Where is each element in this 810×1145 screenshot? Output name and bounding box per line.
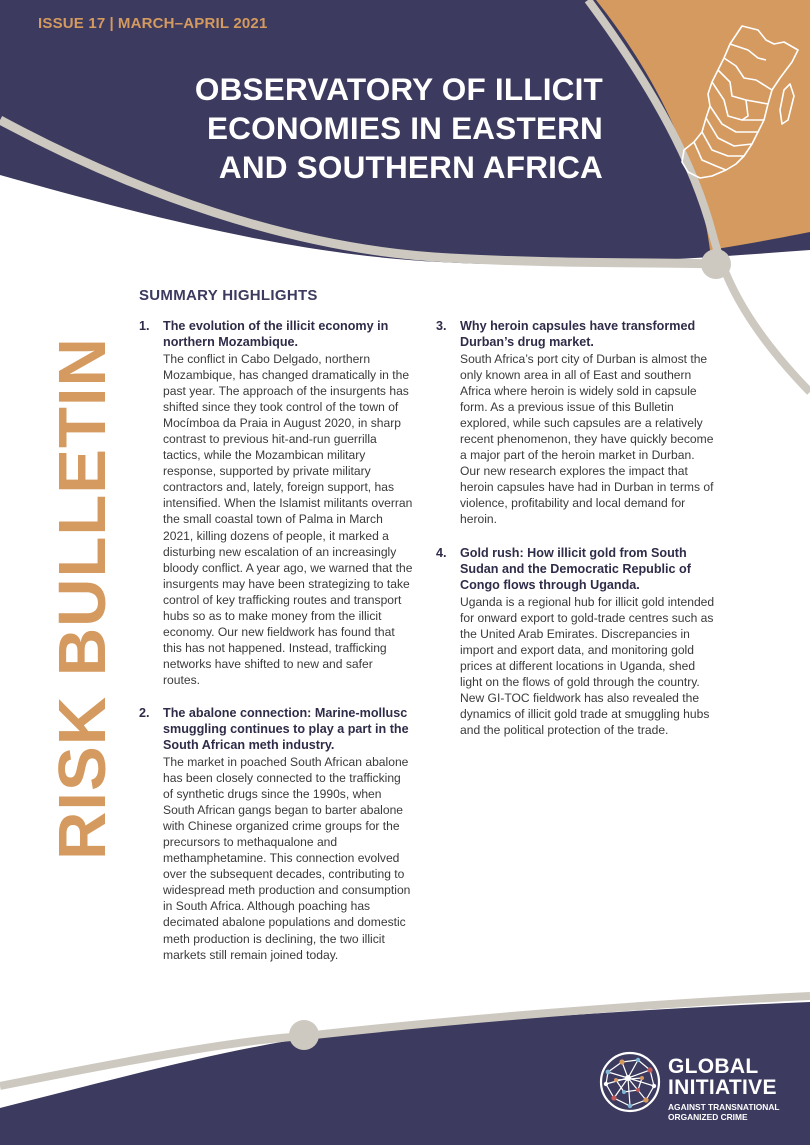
summary-column-right — [436, 318, 718, 755]
summary-item — [139, 318, 413, 688]
issue-separator: | — [109, 15, 114, 32]
item-body: Uganda is a regional hub for illicit gold intended for onward export to gold-trade centres such as the United Arab Emirates. Discrepancies in import and export data, and monitoring gold prices at different locations in Uganda, shed light on the flows of gold through the country. New GI-TOC fieldwork has also revealed the dynamics of illicit gold trade at smuggling hubs and the political protection of the trade. — [460, 594, 715, 737]
logo-text-initiative: INITIATIVE — [668, 1076, 777, 1099]
gi-toc-logo — [598, 1050, 788, 1130]
item-heading: Why heroin capsules have transformed Durban’s drug market. — [460, 319, 696, 349]
summary-column-left — [139, 318, 413, 980]
title-line-2: ECONOMIES IN EASTERN — [206, 110, 603, 146]
item-body: The market in poached South African abalone has been closely connected to the trafficking of synthetic drugs since the 1990s, when South African gangs began to barter abalone with Chinese organized crime groups for the precursors to methaqualone and methamphetamine. This connection evolved over the subsequent decades, contributing to widespread meth production and consumption in South Africa. Although poaching has decimated abalone populations and domestic meth production is declining, the two illicit markets still remain joined today. — [163, 754, 411, 962]
globe-network-icon — [598, 1050, 662, 1114]
title-line-1: OBSERVATORY OF ILLICIT — [194, 71, 603, 107]
summary-item — [436, 545, 718, 738]
summary-heading: SUMMARY HIGHLIGHTS — [139, 287, 318, 304]
item-number: 3. — [436, 319, 447, 333]
issue-number: ISSUE 17 — [38, 15, 106, 32]
title-line-3: AND SOUTHERN AFRICA — [218, 149, 603, 185]
summary-item — [139, 705, 413, 963]
footer-dot — [289, 1020, 319, 1050]
item-heading: Gold rush: How illicit gold from South Sudan and the Democratic Republic of Congo flows through Uganda. — [460, 545, 691, 592]
logo-text-against: AGAINST TRANSNATIONAL — [668, 1102, 780, 1112]
logo-text-organized: ORGANIZED CRIME — [668, 1112, 748, 1122]
vertical-title: RISK BULLETIN — [45, 337, 120, 860]
issue-line — [38, 15, 268, 32]
page-title — [195, 70, 603, 187]
logo-text-global: GLOBAL — [668, 1055, 759, 1078]
africa-map-icon — [672, 20, 804, 192]
issue-date: MARCH–APRIL 2021 — [117, 15, 268, 32]
item-body: South Africa’s port city of Durban is almost the only known area in all of East and southern Africa where heroin is widely sold in capsule form. As a previous issue of this Bulletin explored, while such capsules are a relatively recent phenomenon, they have quickly become a major part of the heroin market in Durban. Our new research explores the impact that heroin capsules have had in Durban in terms of violence, profitability and local demand for heroin. — [460, 352, 714, 527]
item-heading: The evolution of the illicit economy in northern Mozambique. — [163, 319, 389, 349]
item-number: 2. — [139, 705, 150, 720]
item-number: 4. — [436, 545, 447, 560]
summary-item — [436, 318, 718, 528]
item-number: 1. — [139, 319, 150, 333]
header-dot — [701, 249, 731, 279]
vertical-title-wrap — [45, 290, 120, 860]
item-body: The conflict in Cabo Delgado, northern Mozambique, has changed dramatically in the past year. The approach of the insurgents has shifted since they took control of the town of Mocímboa da Praia in August 2020, in sharp contrast to previous hit-and-run guerrilla tactics, while the Mozambican military response, supported by private military contractors and, lately, foreign support, has intensified. When the Islamist militants overran the small coastal town of Palma in March 2021, killing dozens of people, it marked a disturbing new escalation of an increasingly bloody conflict. A year ago, we warned that the insurgents may have been strategizing to take control of key trafficking routes and transport hubs so as to make money from the illicit economy. Our new fieldwork has found that this has not happened. Instead, trafficking networks have shifted to new and safer routes. — [163, 352, 413, 687]
item-heading: The abalone connection: Marine-mollusc smuggling continues to play a part in the South African meth industry. — [163, 705, 409, 752]
